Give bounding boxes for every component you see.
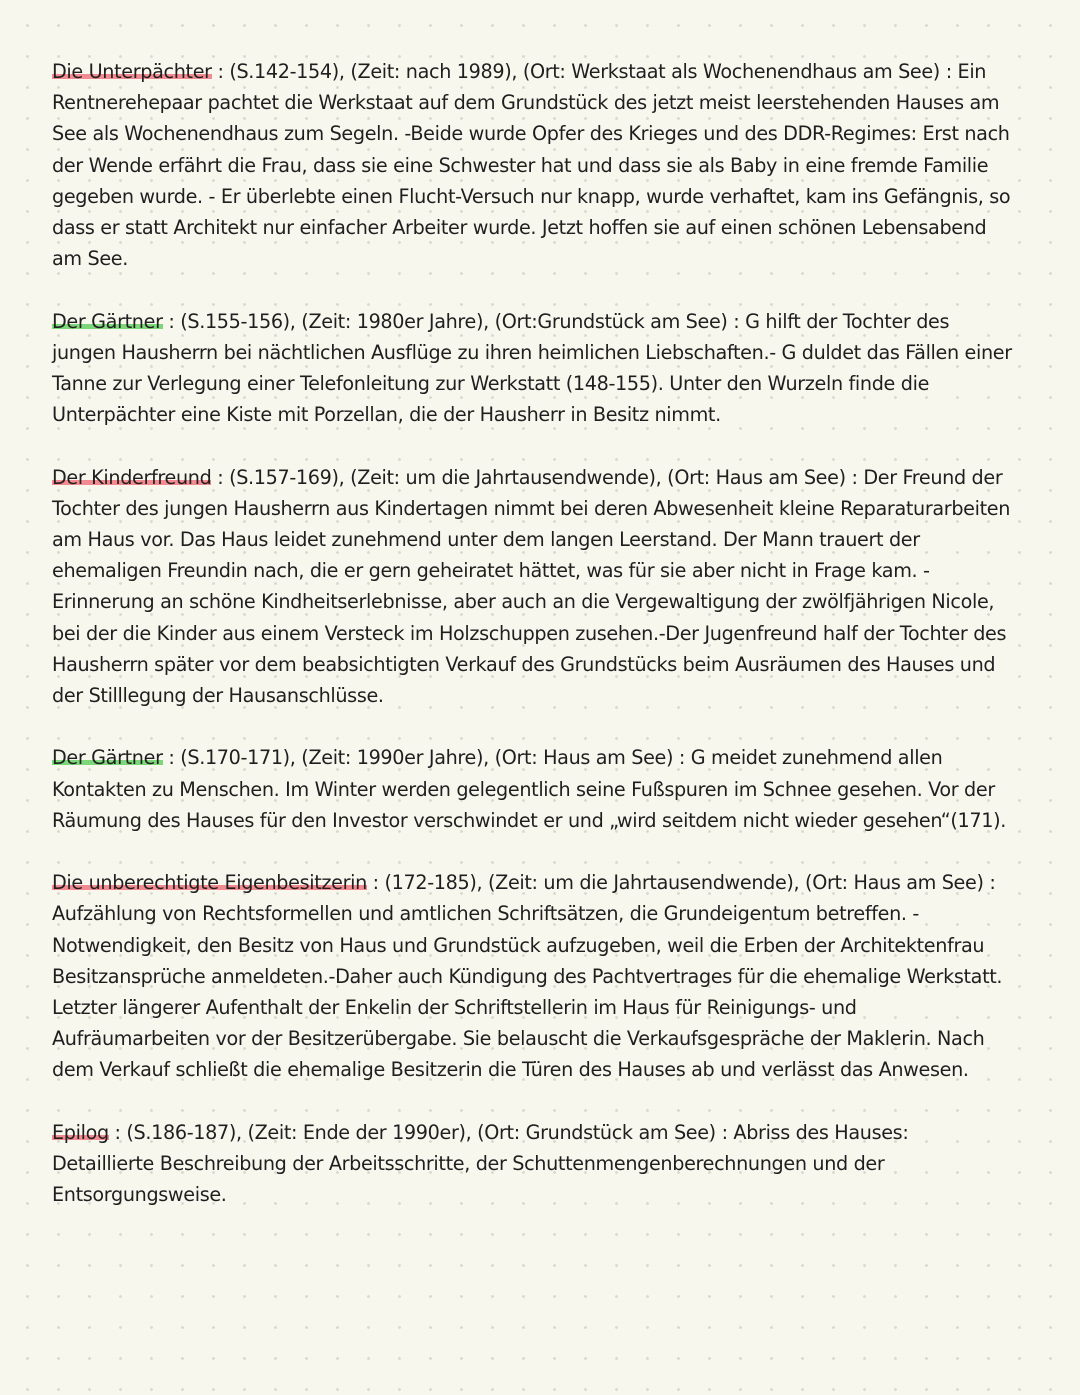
section-body: : (S.157-169), (Zeit: um die Jahrtausendwende), (Ort: Haus am See) : Der Freund der Tochter des jungen Hausherrn aus Kindertagen nimmt bei deren Abwesenheit kleine Reparaturarbeiten am Haus vor. Das Haus leidet zunehmend unter dem langen Leerstand. Der Mann trauert der ehemaligen Freundin nach, die er gern geheiratet hättet, was für sie aber nicht in Frage kam. -Erinnerung an schöne Kindheitserlebnisse, aber auch an die Vergewaltigung der zwölfjährigen Nicole, bei der die Kinder aus einem Versteck im Holzschuppen zusehen.-Der Jugenfreund half der Tochter des Hausherrn später vor dem beabsichtigten Verkauf des Grundstücks beim Ausräumen des Hauses und der Stilllegung der Hausanschlüsse. — [52, 465, 1011, 708]
section-term: Epilog — [52, 1120, 109, 1144]
section-body: : (S.155-156), (Zeit: 1980er Jahre), (Ort:Grundstück am See) : G hilft der Tochter des jungen Hausherrn bei nächtlichen Ausflüge zu ihren heimlichen Liebschaften.- G duldet das Fällen einer Tanne zur Verlegung einer Telefonleitung zur Werkstatt (148-155). Unter den Wurzeln finde die Unterpächter eine Kiste mit Porzellan, die der Hausherr in Besitz nimmt. — [52, 309, 1012, 427]
section-body: : (S.170-171), (Zeit: 1990er Jahre), (Ort: Haus am See) : G meidet zunehmend allen Kontakten zu Menschen. Im Winter werden gelegentlich seine Fußspuren im Schnee gesehen. Vor der Räumung des Hauses für den Investor verschwindet er und „wird seitdem nicht wieder gesehen“(171). — [52, 746, 1006, 832]
section-gaertner-1 — [52, 306, 1012, 431]
section-term: Der Gärtner — [52, 309, 163, 333]
notes-page — [52, 56, 1012, 1210]
section-term: Die Unterpächter — [52, 60, 212, 83]
section-term: Der Kinderfreund — [52, 465, 212, 489]
section-body: : (S.186-187), (Zeit: Ende der 1990er), (Ort: Grundstück am See) : Abriss des Hauses: Detaillierte Beschreibung der Arbeitsschritte, der Schuttenmengenberechnungen und der Entsorgungsweise. — [52, 1120, 909, 1207]
section-term: Die unberechtigte Eigenbesitzerin — [52, 871, 367, 895]
section-term: Der Gärtner — [52, 746, 163, 770]
section-body: : (S.142-154), (Zeit: nach 1989), (Ort: Werkstaat als Wochenendhaus am See) : Ein Rentnerehepaar pachtet die Werkstaat auf dem Grundstück des jetzt meist leerstehenden Hauses am See als Wochenendhaus zum Segeln. -Beide wurde Opfer des Krieges und des DDR-Regimes: Erst nach der Wende erfährt die Frau, dass sie eine Schwester hat und dass sie als Baby in eine fremde Familie gegeben wurde. - Er überlebte einen Flucht-Versuch nur knapp, wurde verhaftet, kam ins Gefängnis, so dass er statt Architekt nur einfacher Arbeiter wurde. Jetzt hoffen sie auf einen schönen Lebensabend am See. — [52, 60, 1011, 271]
section-unterpaechter — [52, 56, 1012, 274]
section-gaertner-2 — [52, 742, 1012, 836]
section-epilog — [52, 1117, 1012, 1211]
section-eigenbesitzerin — [52, 867, 1012, 1085]
section-body: : (172-185), (Zeit: um die Jahrtausendwende), (Ort: Haus am See) : Aufzählung von Rechtsformellen und amtlichen Schriftsätzen, die Grundeigentum betreffen. - Notwendigkeit, den Besitz von Haus und Grundstück aufzugeben, weil die Erben der Architektenfrau Besitzansprüche anmeldeten.-Daher auch Kündigung des Pachtvertrages für die ehemalige Werkstatt. Letzter längerer Aufenthalt der Enkelin der Schriftstellerin im Haus für Reinigungs- und Aufräumarbeiten vor der Besitzerübergabe. Sie belauscht die Verkaufsgespräche der Maklerin. Nach dem Verkauf schließt die ehemalige Besitzerin die Türen des Hauses ab und verlässt das Anwesen. — [52, 871, 1003, 1082]
section-kinderfreund — [52, 462, 1012, 712]
